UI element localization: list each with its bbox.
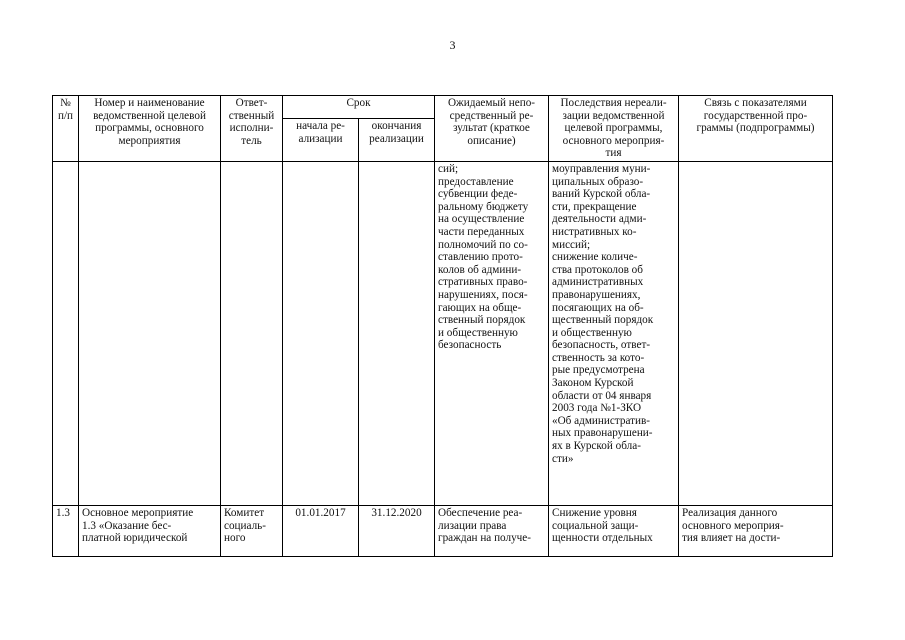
cont-consequences: моуправления муни- ципальных образо- ваний Курской обла- сти, прекращение деятельности адми- нистративных ко- миссий; снижение количе- ства протоколов об административных правонарушениях, посягающих на об- щественный порядок и общественную безопасность, ответ- ственность за кото- рые предусмотрена Законом Курской области от 04 января 2003 года №1-ЗКО «Об административ- ных правонарушени- ях в Курской обла- сти» — [549, 161, 679, 505]
page-number: 3 — [449, 38, 456, 52]
header-term-start: начала ре- ализации — [283, 119, 359, 161]
row-start: 01.01.2017 — [283, 505, 359, 556]
program-table — [52, 95, 833, 557]
row-link: Реализация данного основного мероприя- тия влияет на дости- — [679, 505, 833, 556]
cont-start — [283, 161, 359, 505]
header-row-1 — [53, 96, 833, 119]
cont-executor — [221, 161, 283, 505]
row-consequences: Снижение уровня социальной защи- щенности отдельных — [549, 505, 679, 556]
continuation-row — [53, 161, 833, 505]
cont-link — [679, 161, 833, 505]
header-expected: Ожидаемый непо- средственный ре- зультат (краткое описание) — [435, 96, 549, 162]
row-end: 31.12.2020 — [359, 505, 435, 556]
row-num: 1.3 — [53, 505, 79, 556]
header-consequences: Последствия нереали- зации ведомственной целевой программы, основного мероприя- тия — [549, 96, 679, 162]
cont-name — [79, 161, 221, 505]
row-name: Основное мероприятие 1.3 «Оказание бес- платной юридической — [79, 505, 221, 556]
header-term: Срок — [283, 96, 435, 119]
header-num: № п/п — [53, 96, 79, 162]
table-row — [53, 505, 833, 556]
cont-expected: сий; предоставление субвенции феде- ральному бюджету на осуществление части переданных полномочий по со- ставлению прото- колов об админи- стративных право- нарушениях, пося- гающих на обще- ственный порядок и общественную безопасность — [435, 161, 549, 505]
header-executor: Ответ- ственный исполни- тель — [221, 96, 283, 162]
row-executor: Комитет социаль- ного — [221, 505, 283, 556]
header-term-end: окончания реализации — [359, 119, 435, 161]
cont-end — [359, 161, 435, 505]
cont-num — [53, 161, 79, 505]
header-name: Номер и наименование ведомственной целевой программы, основного мероприятия — [79, 96, 221, 162]
row-expected: Обеспечение реа- лизации права граждан на получе- — [435, 505, 549, 556]
header-link: Связь с показателями государственной про- граммы (подпрограммы) — [679, 96, 833, 162]
